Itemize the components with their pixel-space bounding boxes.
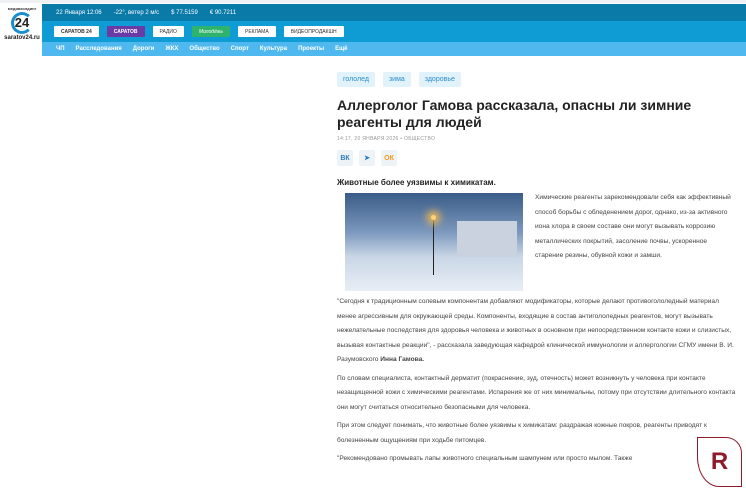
tag[interactable]: зима	[383, 72, 411, 87]
youth-button[interactable]: Молодёжь	[192, 26, 230, 37]
logo-site: saratov24.ru	[4, 35, 40, 41]
weather: -22°, ветер 2 м/с	[113, 9, 160, 16]
lamp-pole	[433, 220, 434, 275]
paragraph: "Рекомендовано промывать лапы животного специальным шампунем или просто мылом. Также	[337, 455, 633, 462]
brand-bar	[42, 21, 746, 42]
nav-item[interactable]: Спорт	[230, 46, 249, 52]
nav-item[interactable]: ЖКХ	[165, 46, 179, 52]
main-nav	[42, 42, 746, 56]
usd-rate: $ 77.5159	[171, 9, 198, 16]
tag-list	[337, 72, 737, 87]
nav-item[interactable]: Дороги	[132, 46, 155, 52]
telegram-share-icon[interactable]: ➤	[359, 150, 375, 166]
article	[337, 72, 737, 467]
saratov-button[interactable]: САРАТОВ	[107, 26, 145, 37]
tag[interactable]: гололед	[337, 72, 375, 87]
site-logo[interactable]	[2, 6, 42, 41]
tag[interactable]: здоровье	[419, 72, 461, 87]
vk-share-icon[interactable]: ВК	[337, 150, 353, 166]
article-photo	[345, 193, 523, 291]
radio-button[interactable]: РАДИО	[153, 26, 184, 37]
nav-item[interactable]: ЧП	[56, 46, 65, 52]
street-lamp	[431, 215, 436, 220]
ok-share-icon[interactable]: ОК	[381, 150, 397, 166]
video-production-button[interactable]: ВИДЕОПРОДАКШН	[284, 26, 344, 37]
nav-item[interactable]: Общество	[189, 46, 220, 52]
paragraph: При этом следует понимать, что животные более уязвимы к химикатам: раздражая кожные покров, реагенты приводят к болезненным ощущениям при ходьбе питомцев.	[337, 422, 707, 444]
quote-text: "Сегодня к традиционным солевым компонентам добавляют модификаторы, которые делают противогололедный материал менее агрессивным для окружающей среды. Компоненты, входящие в состав антигололедных реагентов, могут вызывать нежелательные последствия для здоровья человека и животных в основном при непосредственном контакте кожи и слизистых, вызывая контактные реакции", - рассказала заведующая кафедрой клинической иммунологии и аллергологии СГМУ имени В. И. Разумовского	[337, 298, 734, 363]
nav-item[interactable]: Расследования	[75, 46, 122, 52]
corner-badge-logo[interactable]: R	[697, 437, 742, 487]
paragraph: По словам специалиста, контактный дерматит (покраснение, зуд, отечность) может возникнуть у человека при контакте незащищенной кожи с химическими реагентами. Испарения же от них минимальны, потому при отсутствии длительного контакта они могут считаться относительно безопасными для человека.	[337, 374, 736, 411]
logo-holding: медиахолдинг	[7, 6, 37, 11]
article-meta: 14:17, 20 ЯНВАРЯ 2026 • ОБЩЕСТВО	[337, 136, 436, 142]
expert-name: Инна Гамова.	[380, 356, 425, 363]
ads-button[interactable]: РЕКЛАМА	[238, 26, 276, 37]
article-lead: Животные более уязвимы к химикатам.	[337, 178, 496, 187]
logo-24: 24	[11, 12, 33, 34]
nav-item[interactable]: Проекты	[298, 46, 325, 52]
info-bar	[42, 4, 746, 21]
date: 22 Января 12:06	[56, 9, 102, 16]
saratov24-button[interactable]: САРАТОВ 24	[54, 26, 99, 37]
paragraph	[337, 295, 737, 368]
eur-rate: € 90.7211	[209, 9, 237, 16]
browser-edge	[0, 0, 746, 3]
paragraph: Химические реагенты зарекомендовали себя как эффективный способ борьбы с обледенением дорог, однако, из-за активного иона хлора в своем составе они могут вызывать коррозию металлических покрытий, засоление почвы, ускоренное старение резины, обувной кожи и замши.	[535, 194, 731, 259]
article-title: Аллерголог Гамова рассказала, опасны ли зимние реагенты для людей	[337, 97, 692, 130]
nav-item-more[interactable]: Ещё	[335, 46, 348, 52]
nav-item[interactable]: Культура	[259, 46, 288, 52]
share-buttons	[337, 150, 737, 166]
building-shape	[457, 221, 517, 257]
